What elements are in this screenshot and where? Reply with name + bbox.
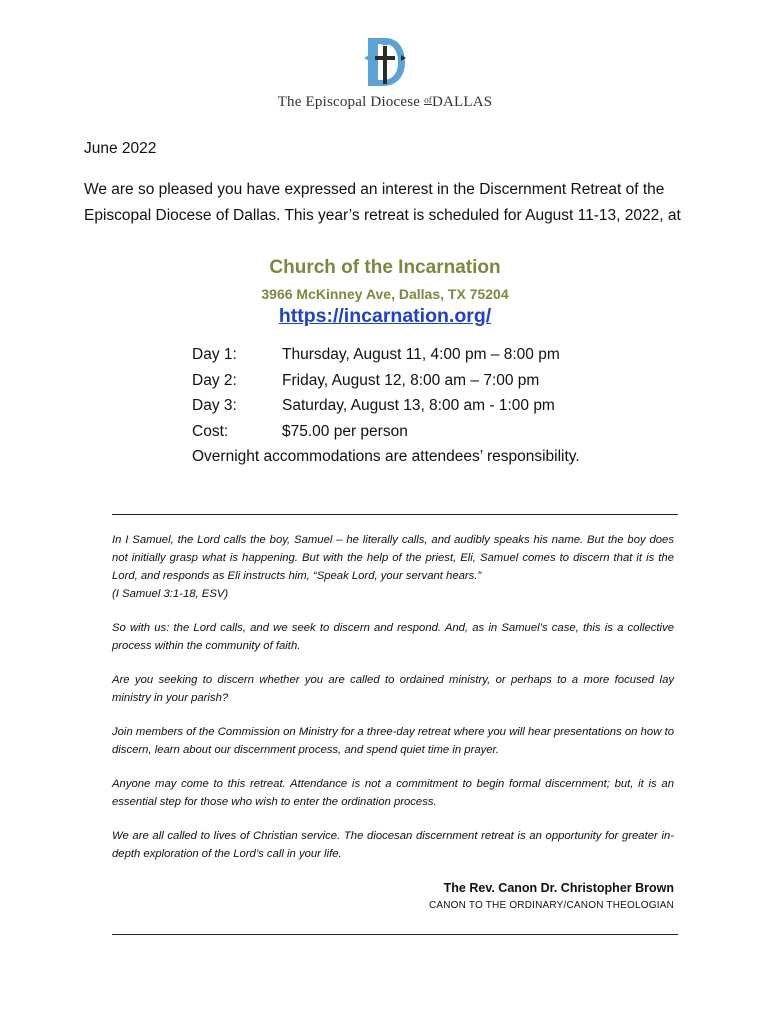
- schedule-label: Day 3:: [192, 397, 237, 414]
- message-paragraph: [112, 531, 674, 603]
- scripture-citation: (I Samuel 3:1-18, ESV): [112, 588, 229, 600]
- venue-link[interactable]: https://incarnation.org/: [278, 305, 492, 327]
- schedule-row: [192, 346, 580, 372]
- signatory-name: The Rev. Canon Dr. Christopher Brown: [443, 881, 674, 895]
- retreat-message: [112, 531, 674, 879]
- diocese-cross-logo-icon: [361, 34, 409, 90]
- venue-name: Church of the Incarnation: [269, 257, 501, 278]
- divider: [112, 514, 678, 515]
- message-paragraph: Join members of the Commission on Ministry for a three-day retreat where you will hear presentations on how to discern, learn about our discernment process, and spend quiet time in prayer.: [112, 726, 674, 756]
- message-paragraph: We are all called to lives of Christian service. The diocesan discernment retreat is an opportunity for greater in-depth exploration of the Lord’s call in your life.: [112, 830, 674, 860]
- letter-intro: We are so pleased you have expressed an interest in the Discernment Retreat of the Episcopal Diocese of Dallas. This year’s retreat is scheduled for August 11-13, 2022, at: [84, 181, 681, 224]
- message-text: In I Samuel, the Lord calls the boy, Samuel – he literally calls, and audibly speaks his name. But the boy does not initially grasp what is happening. But with the help of the priest, Eli, Samuel comes to discern that it is the Lord, and responds as Eli instructs him, “Speak Lord, your servant hears.”: [112, 534, 674, 582]
- schedule-value: Friday, August 12, 8:00 am – 7:00 pm: [282, 371, 540, 389]
- schedule: [192, 346, 580, 473]
- message-paragraph: So with us: the Lord calls, and we seek to discern and respond. And, as in Samuel’s case, this is a collective process within the community of faith.: [112, 622, 674, 652]
- signature-block: [429, 881, 674, 911]
- schedule-row: [192, 397, 580, 423]
- schedule-label: Day 2:: [192, 371, 237, 389]
- schedule-value: $75.00 per person: [282, 422, 408, 440]
- message-paragraph: Anyone may come to this retreat. Attendance is not a commitment to begin formal discernment; but, it is an essential step for those who wish to enter the ordination process.: [112, 778, 674, 808]
- schedule-value: Saturday, August 13, 8:00 am - 1:00 pm: [282, 397, 555, 414]
- schedule-row: [192, 423, 580, 449]
- signatory-title: CANON TO THE ORDINARY/CANON THEOLOGIAN: [428, 900, 674, 911]
- schedule-row: [192, 372, 580, 398]
- letter-date: June 2022: [84, 140, 157, 157]
- accommodation-note: Overnight accommodations are attendees’ responsibility.: [192, 448, 580, 465]
- schedule-label: Cost:: [192, 422, 229, 440]
- schedule-label: Day 1:: [192, 346, 237, 363]
- message-paragraph: Are you seeking to discern whether you are called to ordained ministry, or perhaps to a more focused lay ministry in your parish?: [112, 674, 674, 704]
- venue-address: 3966 McKinney Ave, Dallas, TX 75204: [261, 286, 509, 302]
- diocese-name: The Episcopal Diocese $^{of}$DALLAS: [277, 94, 493, 110]
- divider: [112, 934, 678, 935]
- schedule-value: Thursday, August 11, 4:00 pm – 8:00 pm: [282, 346, 560, 363]
- diocese-logo: [0, 34, 770, 111]
